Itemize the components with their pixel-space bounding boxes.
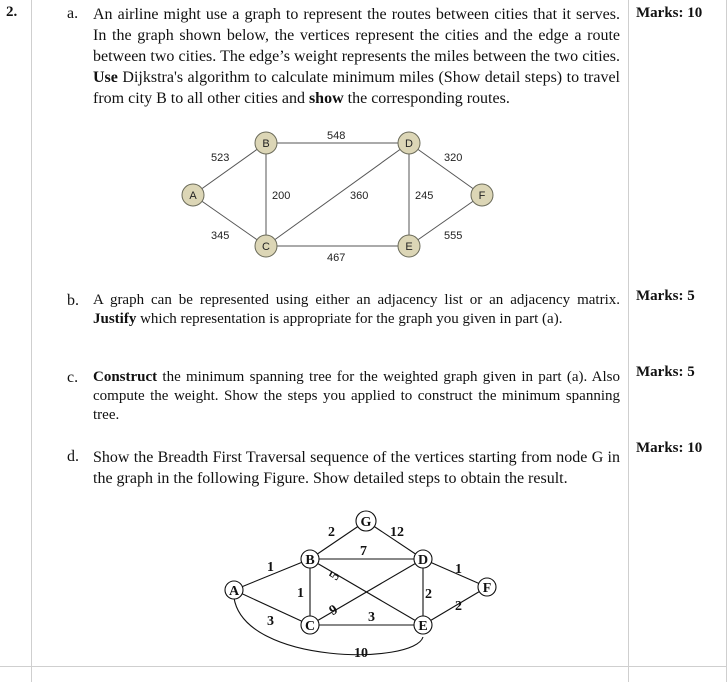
text-run: Show the Breadth First Traversal sequence of the vertices starting from node G in the graph in the following Figure. Show detailed steps to obtain the result. xyxy=(93,449,620,487)
emphasis-run: Use xyxy=(93,69,118,86)
svg-text:F: F xyxy=(478,190,486,202)
node-E xyxy=(414,616,432,634)
node-G xyxy=(356,511,376,531)
node-C xyxy=(301,616,319,634)
svg-text:D: D xyxy=(405,138,413,150)
weight-AB: 523 xyxy=(211,152,230,164)
weight-DF: 1 xyxy=(455,562,462,577)
part-a-label: a. xyxy=(67,5,79,22)
weight-BD: 548 xyxy=(327,130,346,142)
part-c-marks: Marks: 5 xyxy=(636,364,695,380)
svg-text:E: E xyxy=(418,619,428,634)
weight-BC: 200 xyxy=(272,190,291,202)
weight-BD: 7 xyxy=(360,544,367,559)
weight-CD: 9 xyxy=(327,602,341,619)
svg-text:A: A xyxy=(189,190,197,202)
emphasis-run: show xyxy=(308,90,344,107)
part-b-label: b. xyxy=(67,292,79,309)
weight-CE: 467 xyxy=(327,252,346,264)
svg-text:C: C xyxy=(304,619,316,634)
part-c-label: c. xyxy=(67,369,79,386)
svg-text:G: G xyxy=(360,515,372,530)
weight-BE: 5 xyxy=(326,569,344,583)
question-number: 2. xyxy=(6,4,18,20)
svg-text:F: F xyxy=(482,581,492,596)
text-run: A graph can be represented using either an adjacency list or an adjacency matrix. xyxy=(93,292,620,308)
text-run: which representation is appropriate for the graph you given in part (a). xyxy=(136,311,563,327)
text-run: Dijkstra's algorithm to calculate minimum miles (Show detail steps) to travel from city B to all other cities and xyxy=(93,69,620,107)
weight-AC: 3 xyxy=(267,614,274,629)
svg-text:B: B xyxy=(305,553,315,568)
emphasis-run: Construct xyxy=(93,369,158,385)
node-F xyxy=(478,578,496,596)
weight-BG: 2 xyxy=(328,525,335,540)
weight-AC: 345 xyxy=(211,230,230,242)
text-run: the corresponding routes. xyxy=(343,90,510,107)
text-run: An airline might use a graph to represent the routes between cities that it serves. In the graph shown below, the vertices represent the cities and the edge a route between two cities. The edge’s weight represents the miles between the two cities. xyxy=(93,6,620,65)
weight-AB: 1 xyxy=(267,560,274,575)
svg-text:D: D xyxy=(417,553,429,568)
node-A xyxy=(225,581,243,599)
part-d-marks: Marks: 10 xyxy=(636,440,703,456)
weight-BC: 1 xyxy=(297,586,304,601)
weight-EF: 555 xyxy=(444,230,463,242)
svg-text:A: A xyxy=(228,584,240,599)
weight-AE: 10 xyxy=(354,646,368,661)
svg-text:C: C xyxy=(262,241,270,253)
weight-DE: 245 xyxy=(415,190,434,202)
weight-DF: 320 xyxy=(444,152,463,164)
part-b-marks: Marks: 5 xyxy=(636,288,695,304)
svg-text:B: B xyxy=(262,138,270,150)
weight-GD: 12 xyxy=(390,525,404,540)
node-B xyxy=(301,550,319,568)
svg-text:E: E xyxy=(405,241,413,253)
weight-EF: 2 xyxy=(455,599,462,614)
weight-CE: 3 xyxy=(368,610,375,625)
part-d-label: d. xyxy=(67,448,79,465)
text-run: the minimum spanning tree for the weighted graph given in part (a). Also compute the weight. Show the steps you applied to construct the minimum spanning tree. xyxy=(93,369,620,423)
weight-DE: 2 xyxy=(425,587,432,602)
part-a-marks: Marks: 10 xyxy=(636,5,703,21)
node-D xyxy=(414,550,432,568)
emphasis-run: Justify xyxy=(93,311,137,327)
weight-CD: 360 xyxy=(350,190,369,202)
